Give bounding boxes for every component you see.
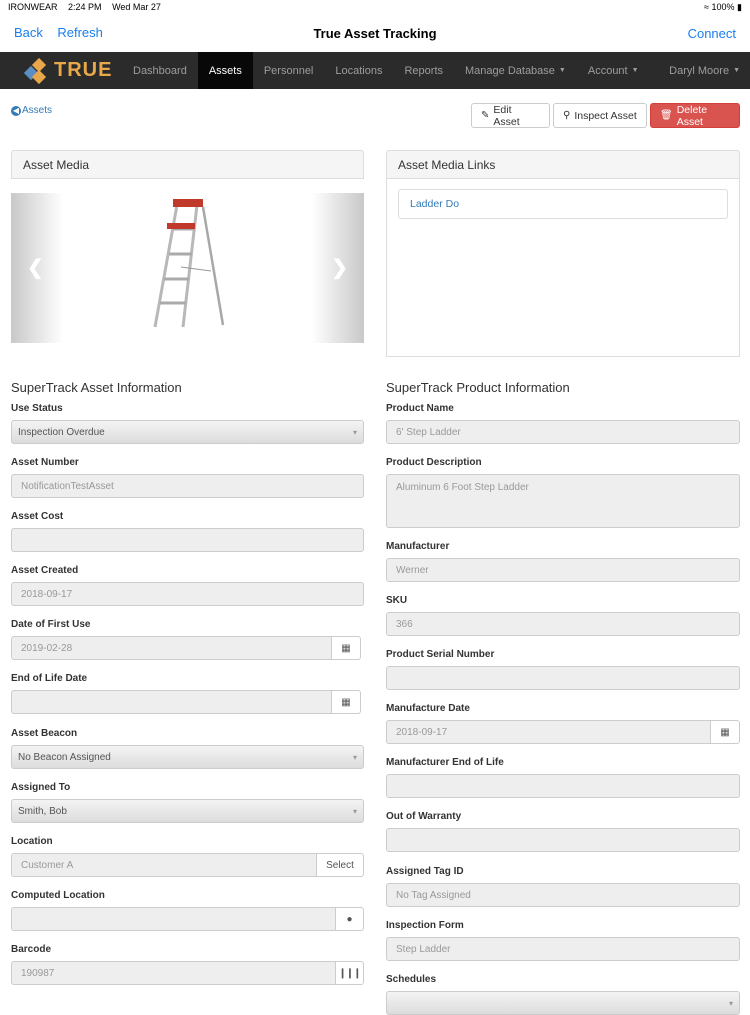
nav-reports[interactable]: Reports	[404, 64, 444, 77]
barcode-icon: ❙❙❙	[338, 967, 361, 979]
first-use-field[interactable]: 2019-02-28	[11, 636, 332, 660]
manufacture-date-field[interactable]: 2018-09-17	[386, 720, 711, 744]
chevron-right-icon: ❯	[331, 257, 348, 279]
computed-location-field[interactable]	[11, 907, 336, 931]
inspection-form-label: Inspection Form	[386, 920, 464, 931]
search-icon: ⚲	[563, 110, 571, 121]
manufacture-date-calendar-button[interactable]	[711, 720, 740, 744]
caret-down-icon: ▼	[631, 67, 639, 74]
assigned-to-label: Assigned To	[11, 782, 71, 793]
warranty-field[interactable]	[386, 828, 740, 852]
product-description-label: Product Description	[386, 457, 482, 468]
product-info-title: SuperTrack Product Information	[386, 380, 570, 395]
location-select-button[interactable]: Select	[317, 853, 364, 877]
nav-account[interactable]	[577, 52, 650, 89]
asset-media-links-header: Asset Media Links	[386, 150, 740, 179]
schedules-label: Schedules	[386, 974, 437, 985]
barcode-label: Barcode	[11, 944, 52, 955]
nav-personnel[interactable]: Personnel	[263, 64, 314, 77]
inspect-asset-button[interactable]	[553, 103, 647, 128]
warranty-label: Out of Warranty	[386, 811, 462, 822]
nav-assets[interactable]: Assets	[198, 52, 253, 89]
location-field[interactable]: Customer A	[11, 853, 317, 877]
carousel-next[interactable]	[312, 193, 364, 343]
barcode-field[interactable]: 190987	[11, 961, 336, 985]
app-navbar	[0, 52, 750, 89]
manufacturer-label: Manufacturer	[386, 541, 450, 552]
nav-user[interactable]	[658, 52, 750, 89]
asset-created-field[interactable]: 2018-09-17	[11, 582, 364, 606]
nav-manage-database[interactable]	[454, 52, 577, 89]
media-link-item[interactable]: Ladder Do	[398, 189, 728, 219]
tag-id-label: Assigned Tag ID	[386, 866, 464, 877]
edit-icon: ✎	[481, 110, 490, 121]
product-description-field[interactable]: Aluminum 6 Foot Step Ladder	[386, 474, 740, 528]
calendar-icon: ▦	[341, 696, 351, 708]
asset-cost-field[interactable]	[11, 528, 364, 552]
asset-cost-label: Asset Cost	[11, 511, 64, 522]
breadcrumb[interactable]	[11, 105, 52, 116]
status-date: Wed Mar 27	[112, 2, 161, 12]
end-of-life-label: End of Life Date	[11, 673, 88, 684]
logo-text: TRUE	[54, 59, 113, 81]
serial-label: Product Serial Number	[386, 649, 495, 660]
back-button[interactable]: Back	[14, 25, 43, 40]
product-name-label: Product Name	[386, 403, 454, 414]
globe-button[interactable]	[336, 907, 364, 931]
first-use-calendar-button[interactable]	[332, 636, 361, 660]
carousel-prev[interactable]	[11, 193, 63, 343]
manufacturer-field[interactable]: Werner	[386, 558, 740, 582]
logo[interactable]	[0, 52, 122, 89]
tag-id-field[interactable]: No Tag Assigned	[386, 883, 740, 907]
status-bar	[0, 0, 750, 14]
nav-dashboard[interactable]: Dashboard	[133, 64, 187, 77]
battery-icon: ▮	[737, 1, 742, 12]
asset-media-header: Asset Media	[11, 150, 364, 179]
media-carousel	[11, 193, 364, 343]
edit-asset-button[interactable]	[471, 103, 550, 128]
logo-icon	[24, 58, 50, 84]
edit-asset-label: Edit Asset	[493, 103, 520, 128]
asset-info-title: SuperTrack Asset Information	[11, 380, 182, 395]
serial-field[interactable]	[386, 666, 740, 690]
assigned-to-select[interactable]: Smith, Bob ▾	[11, 799, 364, 823]
breadcrumb-label: Assets	[22, 105, 53, 116]
mfr-eol-label: Manufacturer End of Life	[386, 757, 504, 768]
asset-number-field[interactable]: NotificationTestAsset	[11, 474, 364, 498]
asset-number-label: Asset Number	[11, 457, 79, 468]
use-status-label: Use Status	[11, 403, 63, 414]
battery-text: 100%	[711, 1, 735, 12]
use-status-select[interactable]: Inspection Overdue ▾	[11, 420, 364, 444]
nav-manage-database-label: Manage Database	[465, 64, 555, 77]
trash-icon: 🗑	[660, 110, 673, 121]
delete-asset-label: Delete Asset	[676, 103, 708, 128]
product-name-field[interactable]: 6' Step Ladder	[386, 420, 740, 444]
page-toolbar	[0, 89, 750, 149]
inspect-asset-label: Inspect Asset	[574, 109, 637, 122]
status-left	[8, 2, 169, 12]
ios-navbar	[0, 14, 750, 52]
wifi-icon: ≈	[704, 1, 709, 12]
media-links-panel	[386, 179, 740, 357]
end-of-life-calendar-button[interactable]	[332, 690, 361, 714]
ladder-image	[149, 199, 229, 334]
barcode-button[interactable]	[336, 961, 364, 985]
calendar-icon: ▦	[720, 726, 730, 738]
beacon-label: Asset Beacon	[11, 728, 78, 739]
status-time: 2:24 PM	[68, 2, 102, 12]
refresh-button[interactable]: Refresh	[57, 25, 103, 40]
sku-field[interactable]: 366	[386, 612, 740, 636]
delete-asset-button[interactable]	[650, 103, 740, 128]
location-label: Location	[11, 836, 53, 847]
end-of-life-field[interactable]	[11, 690, 332, 714]
mfr-eol-field[interactable]	[386, 774, 740, 798]
globe-icon: ●	[346, 913, 353, 925]
nav-account-label: Account	[587, 64, 628, 77]
carrier: IRONWEAR	[8, 2, 58, 12]
schedules-select[interactable]	[386, 991, 740, 1015]
computed-location-label: Computed Location	[11, 890, 105, 901]
status-right	[704, 2, 742, 13]
caret-down-icon: ▼	[733, 67, 740, 74]
sku-label: SKU	[386, 595, 408, 606]
beacon-select[interactable]: No Beacon Assigned ▾	[11, 745, 364, 769]
manufacture-date-label: Manufacture Date	[386, 703, 470, 714]
calendar-icon: ▦	[341, 642, 351, 654]
caret-down-icon: ▼	[558, 67, 566, 74]
first-use-label: Date of First Use	[11, 619, 91, 630]
app-title: True Asset Tracking	[313, 25, 437, 41]
arrow-left-circle-icon: ◀	[12, 106, 20, 115]
chevron-left-icon: ❮	[27, 257, 44, 279]
nav-locations[interactable]: Locations	[335, 64, 383, 77]
connect-button[interactable]: Connect	[687, 25, 736, 41]
nav-user-label: Daryl Moore	[669, 64, 730, 77]
inspection-form-field[interactable]: Step Ladder	[386, 937, 740, 961]
asset-created-label: Asset Created	[11, 565, 79, 576]
